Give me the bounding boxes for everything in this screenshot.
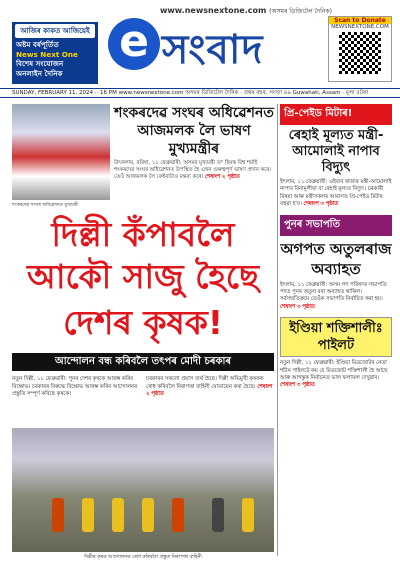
story-headline[interactable]: অগপত অতুলৰাজ অব্যাহত xyxy=(280,239,392,278)
continued-link[interactable]: শেষাংশ ৩ পৃষ্ঠাত xyxy=(303,201,339,208)
donate-label: Scan to Donate xyxy=(329,17,391,24)
story-headline[interactable]: শংকৰদেৱ সংঘৰ অধিৱেশনত আজমলক লৈ ভাষণ মুখ্যমন্ত্ৰীৰ xyxy=(114,105,274,157)
story-text: নতুন দিল্লী, ১১ ফেব্ৰুৱাৰী: ইণ্ডিয়া মিত্ৰজোটৰ নেতা শচীন পাইলটে কয় যে মিত্ৰজোট শক্তিশালী হৈ আছে আৰু আগন্তুক নিৰ্বাচনত ভাল ফলাফল দেখুৱাব। শেষাংশ ৩ পৃষ্ঠাত xyxy=(280,360,388,389)
continued-link[interactable]: শেষাংশ ২ পৃষ্ঠাত xyxy=(146,383,273,398)
continued-link[interactable]: শেষাংশ ২ পৃষ্ঠাত xyxy=(204,174,240,181)
lead-photo xyxy=(12,428,274,552)
promo-box xyxy=(12,22,98,84)
continued-link[interactable]: শেষাংশ ৩ পৃষ্ঠাত xyxy=(280,303,315,310)
promo-line: News Next One xyxy=(16,49,78,59)
story-shankardev[interactable] xyxy=(12,104,274,212)
masthead xyxy=(0,0,400,88)
lead-headline[interactable]: দিল্লী কঁপাবলৈ আকৌ সাজু হৈছে xyxy=(26,215,260,296)
dateline: SUNDAY, FEBRUARY 11, 2024 ·· 16 PM www.newsnextone.com অসমৰ ডিজিটেল দৈনিক · প্ৰথম বছৰ, সংখ্যা ৪৯ Guwahati, Assam · মূল্য ৫টকা xyxy=(0,88,400,98)
story-text: ইৎলাম, ১১ ফেব্ৰুৱাৰী: এইবাৰ ৰাজ্যৰ মন্ত্ৰী-আমোলাই নাপাব বিনামূলীয়া বা ৰেহাই মূল্যত বিদ্যুৎ। চৰকাৰী বিষয়া আৰু মন্ত্ৰীসকলৰ আবাসত প্ৰি-পেইড মিটাৰ বহুৱা হ'ব। শেষাংশ ৩ পৃষ্ঠাত xyxy=(280,179,392,208)
donate-box[interactable] xyxy=(328,16,392,82)
photo-caption: শংকৰদেৱ সংঘৰ অধিৱেশনত মুখ্যমন্ত্ৰী xyxy=(12,203,79,208)
promo-label: আজিৰ কাকত আজিয়েই xyxy=(15,24,95,38)
column-divider xyxy=(277,104,278,556)
lead-column: চৰকাৰৰ সকলো প্ৰয়াস ব্যৰ্থ হৈছে। দিল্লী অভিমুখী কৃষকক ৰোধ কৰিবলৈ নিৰাপত্তা বাহিনী মোতায়েন কৰা হৈছে। শেষাংশ ২ পৃষ্ঠাত xyxy=(146,376,273,398)
story-headline[interactable]: ইণ্ডিয়া শক্তিশালীঃ পাইলট xyxy=(280,317,392,357)
lead-text xyxy=(12,376,274,426)
continued-link[interactable]: শেষাংশ ৩ পৃষ্ঠাত xyxy=(280,382,315,389)
logo-icon: e xyxy=(108,18,160,70)
lead-headline-tail[interactable]: দেশৰ কৃষক! xyxy=(63,303,223,342)
story-headline[interactable]: ৰেহাই মূল্যত মন্ত্ৰী-আমোলাই নাপাব বিদ্যুৎ xyxy=(288,128,384,175)
lead-column: নতুন দিল্লী, ১১ ফেব্ৰুৱাৰী: পুনৰ দেশৰ কৃষকে আৰম্ভ কৰিব বিক্ষোভ। চৰকাৰৰ বিৰুদ্ধে বিক্ষোভ আৰম্ভ কৰিব আন্দোলনৰ প্ৰস্তুতি সম্পূৰ্ণ কৰিছে কৃষকে। xyxy=(12,376,137,398)
promo-line: অষ্টম বৰ্ষপূৰ্তিত xyxy=(16,40,59,49)
story-photo xyxy=(12,104,110,200)
section-tag: পুনৰ সভাপতি xyxy=(280,215,392,236)
promo-line: বিশেষ সংযোজন xyxy=(16,59,64,69)
right-column xyxy=(280,104,392,390)
lead-subheadline: আন্দোলন বন্ধ কৰিবলৈ তৎপৰ মোদী চৰকাৰ xyxy=(12,353,274,371)
story-text: ইৎলাম, ১১ ফেব্ৰুৱাৰী: অসম গণ পৰিষদৰ সভাপতি পদত পুনৰ অতুল বৰা অব্যাহত থাকিল। সৰ্বসন্মতিক্ৰমে তেওঁক সভাপতি নিৰ্বাচিত কৰা হয়। শেষাংশ ৩ পৃষ্ঠাত xyxy=(280,281,387,310)
logo-title: সংবাদ xyxy=(162,27,264,73)
section-tag: প্ৰি-পেইড মিটাৰ! xyxy=(280,104,392,125)
donate-site: NEWSNEXTONE.COM xyxy=(331,24,389,30)
site-url[interactable]: www.newsnextone.com (অসমৰ ডিজিটেল দৈনিক) xyxy=(160,6,332,15)
qr-code-icon[interactable] xyxy=(339,32,381,74)
promo-line: অনলাইন দৈনিক xyxy=(16,68,63,78)
photo-caption: দিল্লীৰ কৃষক আন্দোলনক ৰোধ কৰিবলৈ প্ৰস্তুত নিৰাপত্তা বাহিনী xyxy=(84,555,202,560)
story-text: উৎকলাম, বৰিষা, ১১ ফেব্ৰুৱাৰী: অসমৰ মুখ্যমন্ত্ৰী ড° হিমন্ত বিশ্ব শৰ্মাই শংকৰদেৱ সংঘৰ অধিৱেশনত উপস্থিত হৈ এখন গুৰুত্বপূৰ্ণ ভাষণ প্ৰদান কৰে। তেওঁ আজমলক লৈ কেইবাটাও মন্তব্য কৰে। শেষাংশ ২ পৃষ্ঠাত xyxy=(114,160,272,181)
